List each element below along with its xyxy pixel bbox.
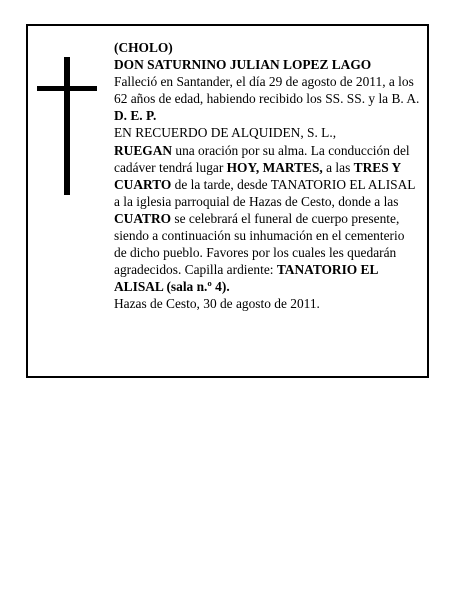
memorial-line: EN RECUERDO DE ALQUIDEN, S. L., [114, 125, 337, 141]
rip-line: D. E. P. [114, 108, 157, 124]
nickname: (CHOLO) [114, 40, 173, 55]
death-details: Falleció en Santander, el día 29 de agosto de 2011, a los 62 años de edad, habiendo recibido los SS. SS. y la B. A. [114, 74, 420, 107]
signoff-line: Hazas de Cesto, 30 de agosto de 2011. [114, 296, 320, 312]
obituary-text [114, 39, 420, 313]
ceremony-day: HOY, MARTES, [226, 159, 323, 175]
conduction-time: TRES Y CUARTO [114, 159, 401, 192]
ceremony-details: RUEGAN una oración por su alma. La conducción del cadáver tendrá lugar HOY, MARTES, a las TRES Y CUARTO de la tarde, desde TANATORIO EL ALISAL a la iglesia parroquial de Hazas de Cesto, donde a las CUATRO se celebrará el funeral de cuerpo presente, siendo a continuación su inhumación en el cementerio de dicho pueblo. Favores por los cuales les quedarán agradecidos. Capilla ardiente: TANATORIO EL ALISAL (sala n.º 4). [114, 142, 415, 295]
chapel-location: TANATORIO EL ALISAL (sala n.º 4). [114, 262, 378, 295]
deceased-name: DON SATURNINO JULIAN LOPEZ LAGO [114, 57, 372, 73]
ruegan-text: RUEGAN [114, 142, 173, 158]
funeral-time: CUATRO [114, 210, 172, 226]
cross-icon-bar [37, 86, 97, 91]
cross-icon [64, 57, 70, 195]
